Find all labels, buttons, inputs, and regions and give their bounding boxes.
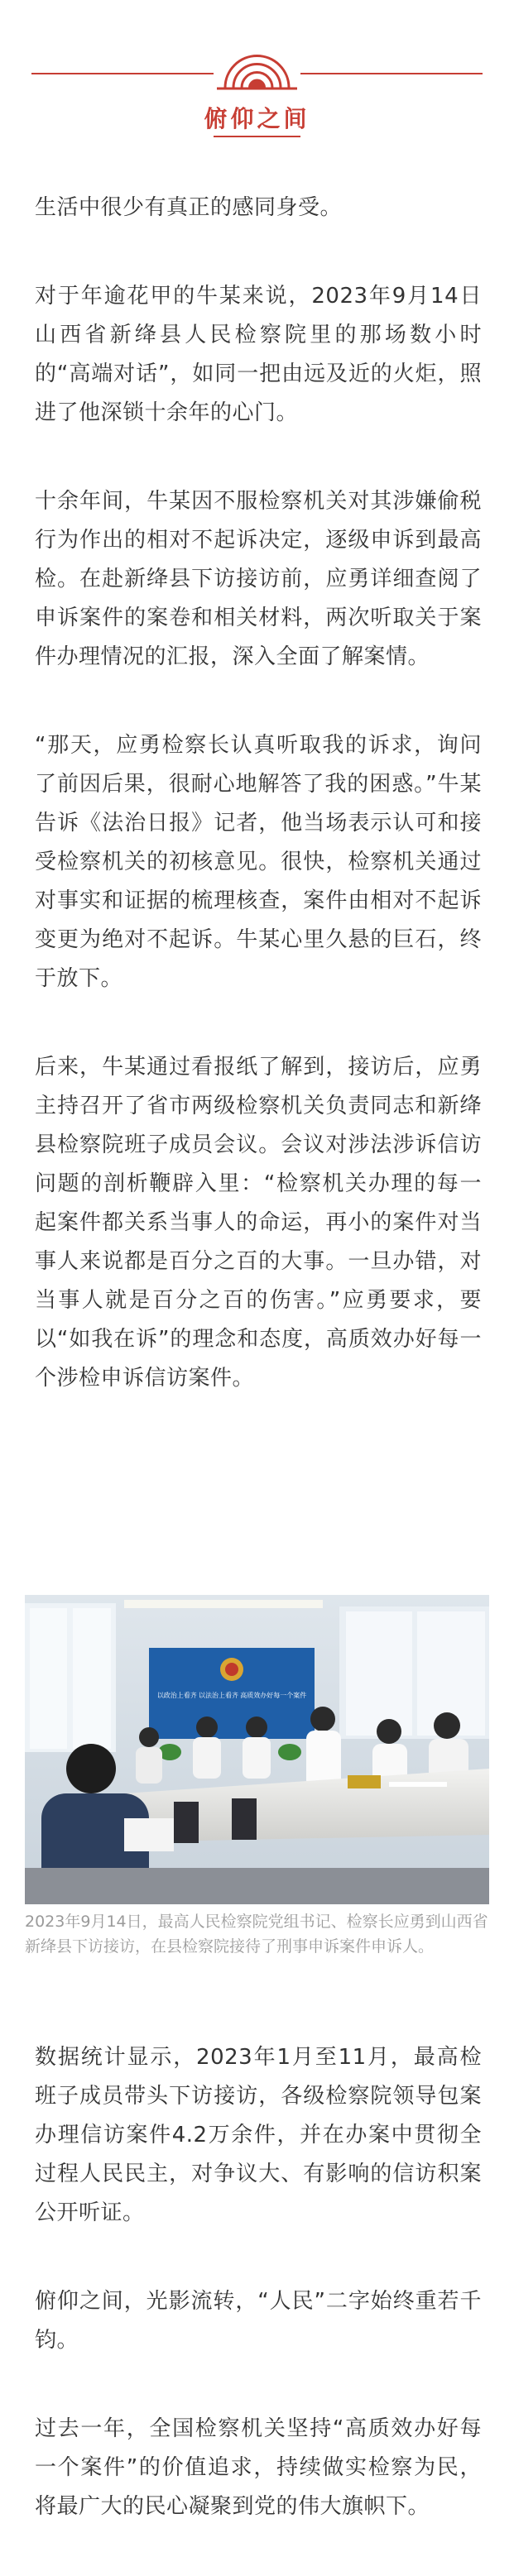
meeting-photo [25, 1595, 489, 1904]
paragraph-3: 十余年间，牛某因不服检察机关对其涉嫌偷税行为作出的相对不起诉决定，逐级申诉到最高检。在赴新绛县下访接访前，应勇详细查阅了申诉案件的案卷和相关材料，两次听取关于案件办理情况的汇报，深入全面了解案情。 [35, 489, 482, 669]
photo-figure [25, 1595, 489, 1959]
title-underline [214, 136, 300, 137]
header-divider-left [31, 73, 214, 74]
article-body-top [35, 189, 482, 1448]
paragraph-1: 生活中很少有真正的感同身受。 [35, 195, 343, 220]
article-body-bottom [35, 2038, 482, 2576]
photo-caption: 2023年9月14日，最高人民检察院党组书记、检察长应勇到山西省新绛县下访接访，在县检察院接待了刑事申诉案件申诉人。 [25, 1913, 488, 1956]
header-divider-right [300, 73, 483, 74]
paragraph-6: 数据统计显示，2023年1月至11月，最高检班子成员带头下访接访，各级检察院领导包案办理信访案件4.2万余件，并在办案中贯彻全过程人民民主，对争议大、有影响的信访积案公开听证。 [35, 2045, 482, 2225]
paragraph-5: 后来，牛某通过看报纸了解到，接访后，应勇主持召开了省市两级检察机关负责同志和新绛县检察院班子成员会议。会议对涉法涉诉信访问题的剖析鞭辟入里：“检察机关办理的每一起案件都关系当事人的命运，再小的案件对当事人来说都是百分之百的大事。一旦办错，对当事人就是百分之百的伤害。”应勇要求，要以“如我在诉”的理念和态度，高质效办好每一个涉检申诉信访案件。 [35, 1055, 482, 1391]
paragraph-4: “那天，应勇检察长认真听取我的诉求，询问了前因后果，很耐心地解答了我的困惑。”牛某告诉《法治日报》记者，他当场表示认可和接受检察机关的初核意见。很快，检察机关通过对事实和证据的梳理核查，案件由相对不起诉变更为绝对不起诉。牛某心里久悬的巨石，终于放下。 [35, 733, 482, 991]
paragraph-2: 对于年逾花甲的牛某来说，2023年9月14日山西省新绛县人民检察院里的那场数小时的“高端对话”，如同一把由远及近的火炬，照进了他深锁十余年的心门。 [35, 284, 482, 425]
banner-text: 以政治上看齐 以法治上看齐 高质效办好每一个案件 [156, 1692, 307, 1699]
section-title: 俯仰之间 [204, 105, 310, 132]
article-header [0, 50, 514, 149]
paragraph-7: 俯仰之间，光影流转，“人民”二字始终重若千钧。 [35, 2289, 482, 2353]
sunrise-emblem-icon [217, 50, 297, 91]
paragraph-8: 过去一年，全国检察机关坚持“高质效办好每一个案件”的价值追求，持续做实检察为民，将最广大的民心凝聚到党的伟大旗帜下。 [35, 2416, 482, 2519]
